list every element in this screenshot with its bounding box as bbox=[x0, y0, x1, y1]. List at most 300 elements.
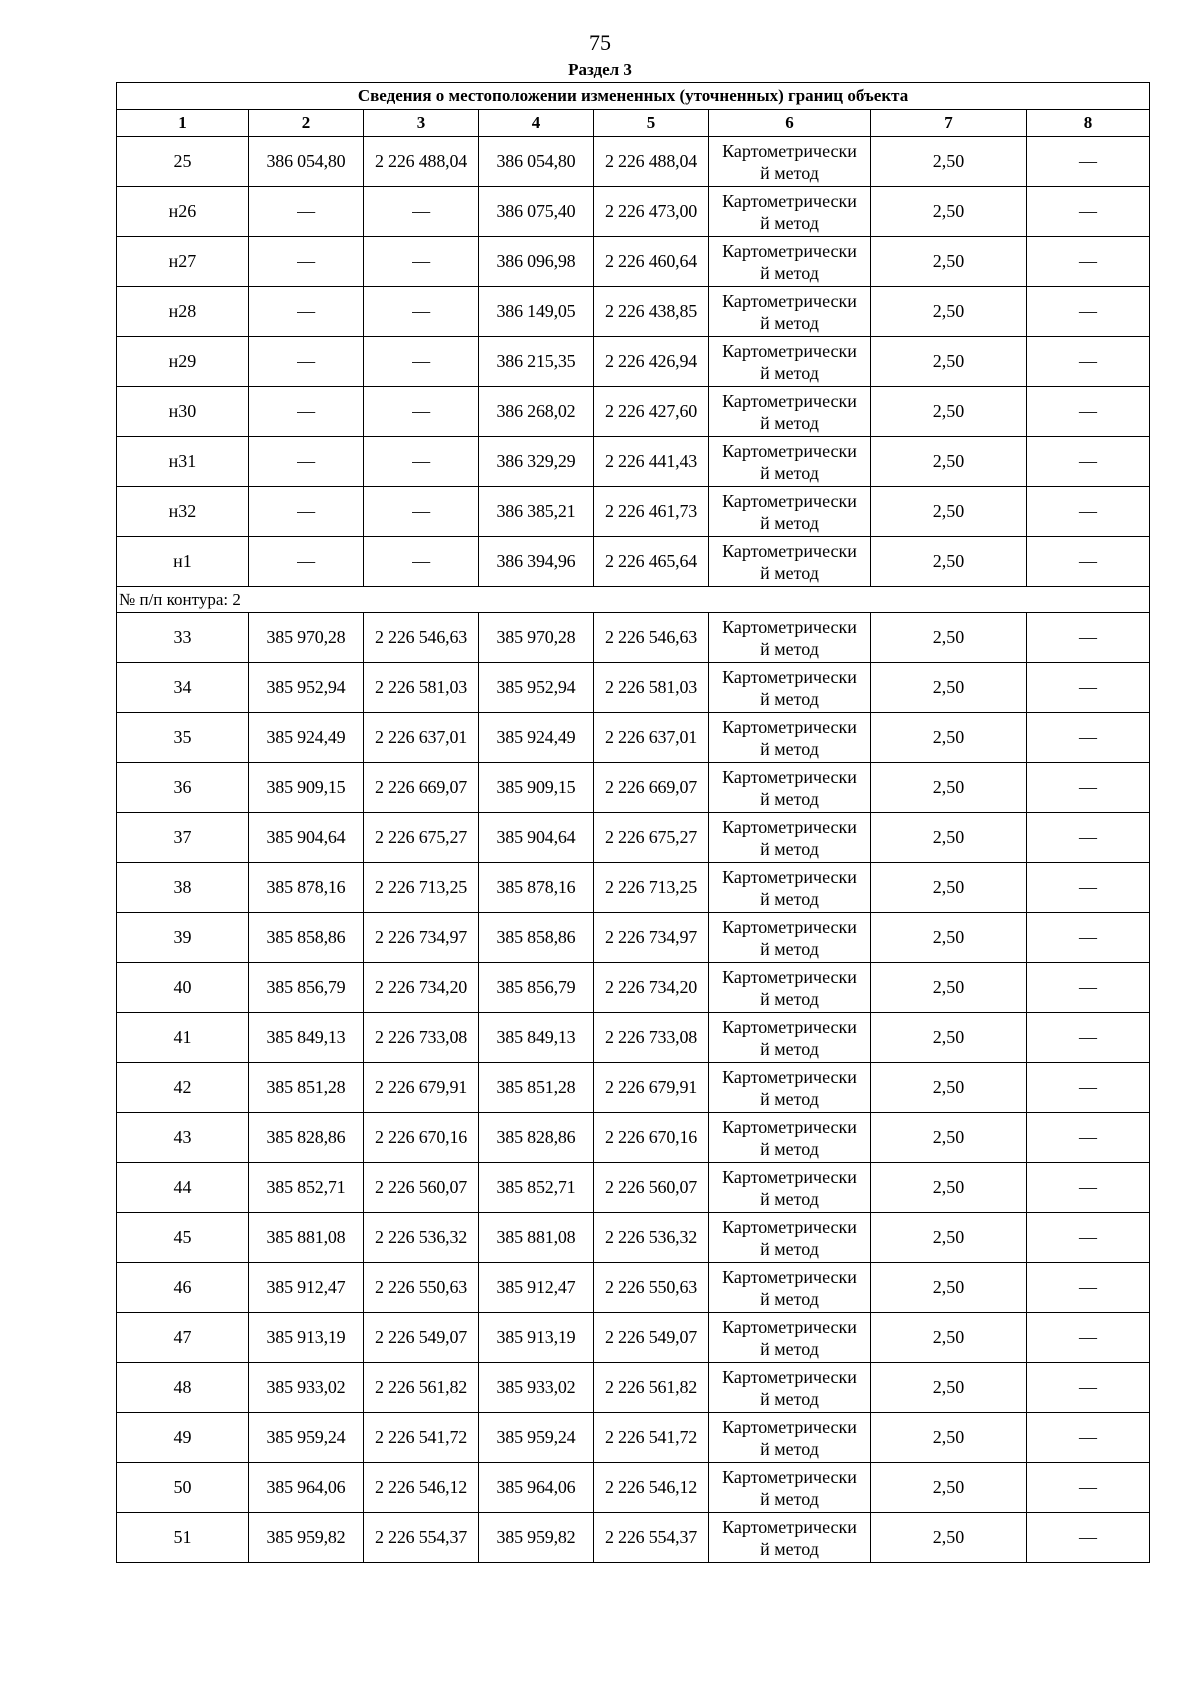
method-line: Картометрически bbox=[722, 1316, 857, 1337]
point-number-cell: 40 bbox=[117, 963, 249, 1013]
method-line: Картометрически bbox=[722, 490, 857, 511]
y-new-cell: 2 226 473,00 bbox=[594, 187, 709, 237]
x-old-cell: 385 852,71 bbox=[249, 1163, 364, 1213]
accuracy-cell: 2,50 bbox=[871, 713, 1027, 763]
method-cell bbox=[709, 337, 871, 387]
point-number-cell: н29 bbox=[117, 337, 249, 387]
y-old-cell: 2 226 488,04 bbox=[364, 137, 479, 187]
point-number-cell: 42 bbox=[117, 1063, 249, 1113]
accuracy-cell: 2,50 bbox=[871, 537, 1027, 587]
note-cell: — bbox=[1027, 1113, 1150, 1163]
point-number-cell: 47 bbox=[117, 1313, 249, 1363]
contour-label: № п/п контура: 2 bbox=[117, 587, 1150, 613]
y-old-cell: 2 226 549,07 bbox=[364, 1313, 479, 1363]
table-row bbox=[117, 337, 1150, 387]
accuracy-cell: 2,50 bbox=[871, 187, 1027, 237]
method-cell bbox=[709, 663, 871, 713]
method-cell bbox=[709, 387, 871, 437]
point-number-cell: 46 bbox=[117, 1263, 249, 1313]
y-new-cell: 2 226 675,27 bbox=[594, 813, 709, 863]
x-old-cell: 385 909,15 bbox=[249, 763, 364, 813]
y-old-cell: — bbox=[364, 437, 479, 487]
x-new-cell: 386 385,21 bbox=[479, 487, 594, 537]
method-cell bbox=[709, 287, 871, 337]
x-new-cell: 385 964,06 bbox=[479, 1463, 594, 1513]
table-body bbox=[117, 137, 1150, 1563]
y-old-cell: 2 226 561,82 bbox=[364, 1363, 479, 1413]
method-cell bbox=[709, 1263, 871, 1313]
x-new-cell: 385 878,16 bbox=[479, 863, 594, 913]
method-cell bbox=[709, 813, 871, 863]
x-new-cell: 385 959,24 bbox=[479, 1413, 594, 1463]
accuracy-cell: 2,50 bbox=[871, 1013, 1027, 1063]
x-old-cell: 385 964,06 bbox=[249, 1463, 364, 1513]
x-old-cell: 385 970,28 bbox=[249, 613, 364, 663]
x-old-cell: 385 913,19 bbox=[249, 1313, 364, 1363]
point-number-cell: 51 bbox=[117, 1513, 249, 1563]
note-cell: — bbox=[1027, 613, 1150, 663]
x-new-cell: 385 970,28 bbox=[479, 613, 594, 663]
method-cell bbox=[709, 913, 871, 963]
table-row bbox=[117, 387, 1150, 437]
method-line: Картометрически bbox=[722, 916, 857, 937]
y-new-cell: 2 226 670,16 bbox=[594, 1113, 709, 1163]
y-new-cell: 2 226 637,01 bbox=[594, 713, 709, 763]
page-number: 75 bbox=[589, 30, 611, 55]
y-new-cell: 2 226 541,72 bbox=[594, 1413, 709, 1463]
x-new-cell: 385 849,13 bbox=[479, 1013, 594, 1063]
y-new-cell: 2 226 733,08 bbox=[594, 1013, 709, 1063]
accuracy-cell: 2,50 bbox=[871, 1063, 1027, 1113]
method-line: Картометрически bbox=[722, 540, 857, 561]
y-new-cell: 2 226 734,97 bbox=[594, 913, 709, 963]
coordinates-table bbox=[116, 82, 1150, 1563]
y-old-cell: 2 226 550,63 bbox=[364, 1263, 479, 1313]
method-line: й метод bbox=[760, 938, 819, 959]
x-old-cell: — bbox=[249, 287, 364, 337]
point-number-cell: 37 bbox=[117, 813, 249, 863]
method-line: й метод bbox=[760, 1338, 819, 1359]
y-old-cell: 2 226 541,72 bbox=[364, 1413, 479, 1463]
x-old-cell: 386 054,80 bbox=[249, 137, 364, 187]
table-row bbox=[117, 963, 1150, 1013]
column-number-row bbox=[117, 110, 1150, 137]
point-number-cell: 49 bbox=[117, 1413, 249, 1463]
method-line: й метод bbox=[760, 1538, 819, 1559]
method-line: й метод bbox=[760, 412, 819, 433]
note-cell: — bbox=[1027, 1013, 1150, 1063]
x-new-cell: 385 913,19 bbox=[479, 1313, 594, 1363]
y-old-cell: 2 226 734,20 bbox=[364, 963, 479, 1013]
table-row bbox=[117, 1263, 1150, 1313]
y-old-cell: 2 226 536,32 bbox=[364, 1213, 479, 1263]
method-line: Картометрически bbox=[722, 240, 857, 261]
y-old-cell: — bbox=[364, 187, 479, 237]
y-new-cell: 2 226 560,07 bbox=[594, 1163, 709, 1213]
y-old-cell: 2 226 546,63 bbox=[364, 613, 479, 663]
method-line: й метод bbox=[760, 362, 819, 383]
point-number-cell: н27 bbox=[117, 237, 249, 287]
x-new-cell: 386 268,02 bbox=[479, 387, 594, 437]
method-line: Картометрически bbox=[722, 1266, 857, 1287]
note-cell: — bbox=[1027, 863, 1150, 913]
table-row bbox=[117, 237, 1150, 287]
method-cell bbox=[709, 1213, 871, 1263]
x-new-cell: 386 329,29 bbox=[479, 437, 594, 487]
x-old-cell: 385 924,49 bbox=[249, 713, 364, 763]
method-cell bbox=[709, 237, 871, 287]
y-new-cell: 2 226 426,94 bbox=[594, 337, 709, 387]
method-line: й метод bbox=[760, 1438, 819, 1459]
method-line: й метод bbox=[760, 1088, 819, 1109]
x-new-cell: 385 852,71 bbox=[479, 1163, 594, 1213]
method-line: й метод bbox=[760, 888, 819, 909]
x-new-cell: 385 828,86 bbox=[479, 1113, 594, 1163]
method-cell bbox=[709, 187, 871, 237]
note-cell: — bbox=[1027, 1313, 1150, 1363]
method-line: й метод bbox=[760, 562, 819, 583]
method-cell bbox=[709, 1363, 871, 1413]
table-row bbox=[117, 437, 1150, 487]
accuracy-cell: 2,50 bbox=[871, 1263, 1027, 1313]
x-old-cell: — bbox=[249, 337, 364, 387]
x-old-cell: 385 904,64 bbox=[249, 813, 364, 863]
y-new-cell: 2 226 581,03 bbox=[594, 663, 709, 713]
method-line: Картометрически bbox=[722, 1016, 857, 1037]
y-old-cell: — bbox=[364, 387, 479, 437]
note-cell: — bbox=[1027, 287, 1150, 337]
y-new-cell: 2 226 549,07 bbox=[594, 1313, 709, 1363]
x-old-cell: — bbox=[249, 237, 364, 287]
method-line: й метод bbox=[760, 1138, 819, 1159]
x-new-cell: 385 858,86 bbox=[479, 913, 594, 963]
method-cell bbox=[709, 437, 871, 487]
column-number: 2 bbox=[249, 110, 364, 137]
method-line: Картометрически bbox=[722, 440, 857, 461]
x-new-cell: 386 075,40 bbox=[479, 187, 594, 237]
method-line: й метод bbox=[760, 462, 819, 483]
point-number-cell: 34 bbox=[117, 663, 249, 713]
table-row bbox=[117, 613, 1150, 663]
x-old-cell: 385 878,16 bbox=[249, 863, 364, 913]
y-new-cell: 2 226 713,25 bbox=[594, 863, 709, 913]
y-new-cell: 2 226 438,85 bbox=[594, 287, 709, 337]
table-row bbox=[117, 1213, 1150, 1263]
method-line: й метод bbox=[760, 512, 819, 533]
method-line: й метод bbox=[760, 312, 819, 333]
method-line: Картометрически bbox=[722, 190, 857, 211]
method-cell bbox=[709, 1063, 871, 1113]
note-cell: — bbox=[1027, 813, 1150, 863]
method-line: Картометрически bbox=[722, 1366, 857, 1387]
table-row bbox=[117, 487, 1150, 537]
note-cell: — bbox=[1027, 1463, 1150, 1513]
method-cell bbox=[709, 487, 871, 537]
point-number-cell: 39 bbox=[117, 913, 249, 963]
method-line: Картометрически bbox=[722, 390, 857, 411]
method-line: Картометрически bbox=[722, 1416, 857, 1437]
note-cell: — bbox=[1027, 237, 1150, 287]
table-caption: Сведения о местоположении измененных (уточненных) границ объекта bbox=[117, 83, 1150, 110]
x-old-cell: 385 959,82 bbox=[249, 1513, 364, 1563]
x-new-cell: 386 149,05 bbox=[479, 287, 594, 337]
x-old-cell: 385 851,28 bbox=[249, 1063, 364, 1113]
accuracy-cell: 2,50 bbox=[871, 387, 1027, 437]
method-line: Картометрически bbox=[722, 966, 857, 987]
method-line: Картометрически bbox=[722, 816, 857, 837]
y-old-cell: 2 226 637,01 bbox=[364, 713, 479, 763]
x-old-cell: 385 828,86 bbox=[249, 1113, 364, 1163]
y-new-cell: 2 226 554,37 bbox=[594, 1513, 709, 1563]
note-cell: — bbox=[1027, 1163, 1150, 1213]
point-number-cell: 41 bbox=[117, 1013, 249, 1063]
table-row bbox=[117, 1413, 1150, 1463]
point-number-cell: 25 bbox=[117, 137, 249, 187]
x-old-cell: 385 933,02 bbox=[249, 1363, 364, 1413]
x-new-cell: 386 096,98 bbox=[479, 237, 594, 287]
point-number-cell: 38 bbox=[117, 863, 249, 913]
note-cell: — bbox=[1027, 663, 1150, 713]
x-new-cell: 385 933,02 bbox=[479, 1363, 594, 1413]
column-number: 4 bbox=[479, 110, 594, 137]
x-new-cell: 386 215,35 bbox=[479, 337, 594, 387]
method-cell bbox=[709, 1413, 871, 1463]
method-cell bbox=[709, 1163, 871, 1213]
y-old-cell: 2 226 713,25 bbox=[364, 863, 479, 913]
accuracy-cell: 2,50 bbox=[871, 337, 1027, 387]
point-number-cell: н30 bbox=[117, 387, 249, 437]
point-number-cell: н1 bbox=[117, 537, 249, 587]
method-line: й метод bbox=[760, 738, 819, 759]
point-number-cell: н26 bbox=[117, 187, 249, 237]
x-new-cell: 386 054,80 bbox=[479, 137, 594, 187]
y-old-cell: 2 226 734,97 bbox=[364, 913, 479, 963]
x-new-cell: 385 959,82 bbox=[479, 1513, 594, 1563]
table-row bbox=[117, 1163, 1150, 1213]
x-old-cell: 385 849,13 bbox=[249, 1013, 364, 1063]
x-new-cell: 385 904,64 bbox=[479, 813, 594, 863]
y-old-cell: 2 226 554,37 bbox=[364, 1513, 479, 1563]
y-new-cell: 2 226 546,12 bbox=[594, 1463, 709, 1513]
method-line: Картометрически bbox=[722, 1116, 857, 1137]
y-new-cell: 2 226 679,91 bbox=[594, 1063, 709, 1113]
point-number-cell: 36 bbox=[117, 763, 249, 813]
method-line: й метод bbox=[760, 1238, 819, 1259]
accuracy-cell: 2,50 bbox=[871, 1163, 1027, 1213]
table-row bbox=[117, 1463, 1150, 1513]
method-line: Картометрически bbox=[722, 340, 857, 361]
table-row bbox=[117, 863, 1150, 913]
note-cell: — bbox=[1027, 763, 1150, 813]
accuracy-cell: 2,50 bbox=[871, 437, 1027, 487]
y-new-cell: 2 226 669,07 bbox=[594, 763, 709, 813]
accuracy-cell: 2,50 bbox=[871, 1363, 1027, 1413]
table-row bbox=[117, 287, 1150, 337]
y-new-cell: 2 226 427,60 bbox=[594, 387, 709, 437]
method-cell bbox=[709, 137, 871, 187]
method-cell bbox=[709, 1463, 871, 1513]
y-old-cell: — bbox=[364, 287, 479, 337]
accuracy-cell: 2,50 bbox=[871, 913, 1027, 963]
y-new-cell: 2 226 561,82 bbox=[594, 1363, 709, 1413]
table-row bbox=[117, 913, 1150, 963]
accuracy-cell: 2,50 bbox=[871, 1463, 1027, 1513]
x-old-cell: 385 959,24 bbox=[249, 1413, 364, 1463]
x-new-cell: 385 909,15 bbox=[479, 763, 594, 813]
method-line: Картометрически bbox=[722, 1516, 857, 1537]
accuracy-cell: 2,50 bbox=[871, 237, 1027, 287]
y-old-cell: 2 226 679,91 bbox=[364, 1063, 479, 1113]
table-row bbox=[117, 1113, 1150, 1163]
accuracy-cell: 2,50 bbox=[871, 763, 1027, 813]
note-cell: — bbox=[1027, 1363, 1150, 1413]
method-line: й метод bbox=[760, 788, 819, 809]
method-cell bbox=[709, 713, 871, 763]
table-row bbox=[117, 187, 1150, 237]
x-new-cell: 385 924,49 bbox=[479, 713, 594, 763]
column-number: 1 bbox=[117, 110, 249, 137]
note-cell: — bbox=[1027, 437, 1150, 487]
y-old-cell: — bbox=[364, 237, 479, 287]
y-new-cell: 2 226 546,63 bbox=[594, 613, 709, 663]
y-new-cell: 2 226 461,73 bbox=[594, 487, 709, 537]
method-line: й метод bbox=[760, 1288, 819, 1309]
y-old-cell: 2 226 733,08 bbox=[364, 1013, 479, 1063]
y-new-cell: 2 226 488,04 bbox=[594, 137, 709, 187]
accuracy-cell: 2,50 bbox=[871, 1413, 1027, 1463]
y-old-cell: 2 226 560,07 bbox=[364, 1163, 479, 1213]
note-cell: — bbox=[1027, 387, 1150, 437]
x-old-cell: 385 856,79 bbox=[249, 963, 364, 1013]
x-new-cell: 385 856,79 bbox=[479, 963, 594, 1013]
note-cell: — bbox=[1027, 913, 1150, 963]
x-new-cell: 385 912,47 bbox=[479, 1263, 594, 1313]
method-line: й метод bbox=[760, 988, 819, 1009]
method-line: й метод bbox=[760, 162, 819, 183]
x-old-cell: — bbox=[249, 537, 364, 587]
x-old-cell: — bbox=[249, 437, 364, 487]
table-row bbox=[117, 813, 1150, 863]
x-new-cell: 386 394,96 bbox=[479, 537, 594, 587]
accuracy-cell: 2,50 bbox=[871, 1213, 1027, 1263]
x-old-cell: — bbox=[249, 487, 364, 537]
y-new-cell: 2 226 734,20 bbox=[594, 963, 709, 1013]
y-new-cell: 2 226 536,32 bbox=[594, 1213, 709, 1263]
method-line: Картометрически bbox=[722, 140, 857, 161]
y-new-cell: 2 226 460,64 bbox=[594, 237, 709, 287]
x-new-cell: 385 851,28 bbox=[479, 1063, 594, 1113]
x-old-cell: 385 858,86 bbox=[249, 913, 364, 963]
method-line: й метод bbox=[760, 1038, 819, 1059]
method-cell bbox=[709, 537, 871, 587]
table-row bbox=[117, 137, 1150, 187]
x-old-cell: 385 912,47 bbox=[249, 1263, 364, 1313]
method-line: й метод bbox=[760, 1188, 819, 1209]
method-line: й метод bbox=[760, 638, 819, 659]
note-cell: — bbox=[1027, 487, 1150, 537]
method-cell bbox=[709, 613, 871, 663]
y-new-cell: 2 226 550,63 bbox=[594, 1263, 709, 1313]
table-row bbox=[117, 1363, 1150, 1413]
table-row bbox=[117, 1313, 1150, 1363]
x-old-cell: 385 881,08 bbox=[249, 1213, 364, 1263]
contour-row bbox=[117, 587, 1150, 613]
method-line: Картометрически bbox=[722, 1216, 857, 1237]
accuracy-cell: 2,50 bbox=[871, 287, 1027, 337]
note-cell: — bbox=[1027, 1263, 1150, 1313]
x-old-cell: — bbox=[249, 187, 364, 237]
method-line: й метод bbox=[760, 688, 819, 709]
method-cell bbox=[709, 763, 871, 813]
note-cell: — bbox=[1027, 1063, 1150, 1113]
accuracy-cell: 2,50 bbox=[871, 487, 1027, 537]
point-number-cell: 44 bbox=[117, 1163, 249, 1213]
method-line: Картометрически bbox=[722, 716, 857, 737]
y-old-cell: 2 226 675,27 bbox=[364, 813, 479, 863]
note-cell: — bbox=[1027, 337, 1150, 387]
note-cell: — bbox=[1027, 137, 1150, 187]
point-number-cell: 50 bbox=[117, 1463, 249, 1513]
point-number-cell: 45 bbox=[117, 1213, 249, 1263]
accuracy-cell: 2,50 bbox=[871, 863, 1027, 913]
point-number-cell: н28 bbox=[117, 287, 249, 337]
method-line: Картометрически bbox=[722, 1166, 857, 1187]
accuracy-cell: 2,50 bbox=[871, 663, 1027, 713]
y-old-cell: — bbox=[364, 337, 479, 387]
point-number-cell: н32 bbox=[117, 487, 249, 537]
y-old-cell: 2 226 670,16 bbox=[364, 1113, 479, 1163]
column-number: 7 bbox=[871, 110, 1027, 137]
column-number: 6 bbox=[709, 110, 871, 137]
x-new-cell: 385 952,94 bbox=[479, 663, 594, 713]
method-cell bbox=[709, 1513, 871, 1563]
section-title: Раздел 3 bbox=[568, 60, 632, 79]
y-old-cell: — bbox=[364, 487, 479, 537]
method-line: й метод bbox=[760, 262, 819, 283]
method-line: й метод bbox=[760, 212, 819, 233]
y-old-cell: 2 226 669,07 bbox=[364, 763, 479, 813]
accuracy-cell: 2,50 bbox=[871, 137, 1027, 187]
method-line: Картометрически bbox=[722, 290, 857, 311]
method-line: й метод bbox=[760, 1488, 819, 1509]
method-line: Картометрически bbox=[722, 666, 857, 687]
note-cell: — bbox=[1027, 1413, 1150, 1463]
method-cell bbox=[709, 1113, 871, 1163]
point-number-cell: 35 bbox=[117, 713, 249, 763]
point-number-cell: 48 bbox=[117, 1363, 249, 1413]
method-line: й метод bbox=[760, 838, 819, 859]
point-number-cell: 33 bbox=[117, 613, 249, 663]
method-cell bbox=[709, 1013, 871, 1063]
x-old-cell: — bbox=[249, 387, 364, 437]
table-row bbox=[117, 1013, 1150, 1063]
method-line: Картометрически bbox=[722, 766, 857, 787]
y-new-cell: 2 226 465,64 bbox=[594, 537, 709, 587]
column-number: 5 bbox=[594, 110, 709, 137]
method-line: Картометрически bbox=[722, 616, 857, 637]
accuracy-cell: 2,50 bbox=[871, 813, 1027, 863]
note-cell: — bbox=[1027, 1513, 1150, 1563]
table-row bbox=[117, 1063, 1150, 1113]
y-old-cell: — bbox=[364, 537, 479, 587]
method-line: Картометрически bbox=[722, 1466, 857, 1487]
accuracy-cell: 2,50 bbox=[871, 1113, 1027, 1163]
note-cell: — bbox=[1027, 187, 1150, 237]
method-line: й метод bbox=[760, 1388, 819, 1409]
accuracy-cell: 2,50 bbox=[871, 1513, 1027, 1563]
table-row bbox=[117, 537, 1150, 587]
y-old-cell: 2 226 546,12 bbox=[364, 1463, 479, 1513]
